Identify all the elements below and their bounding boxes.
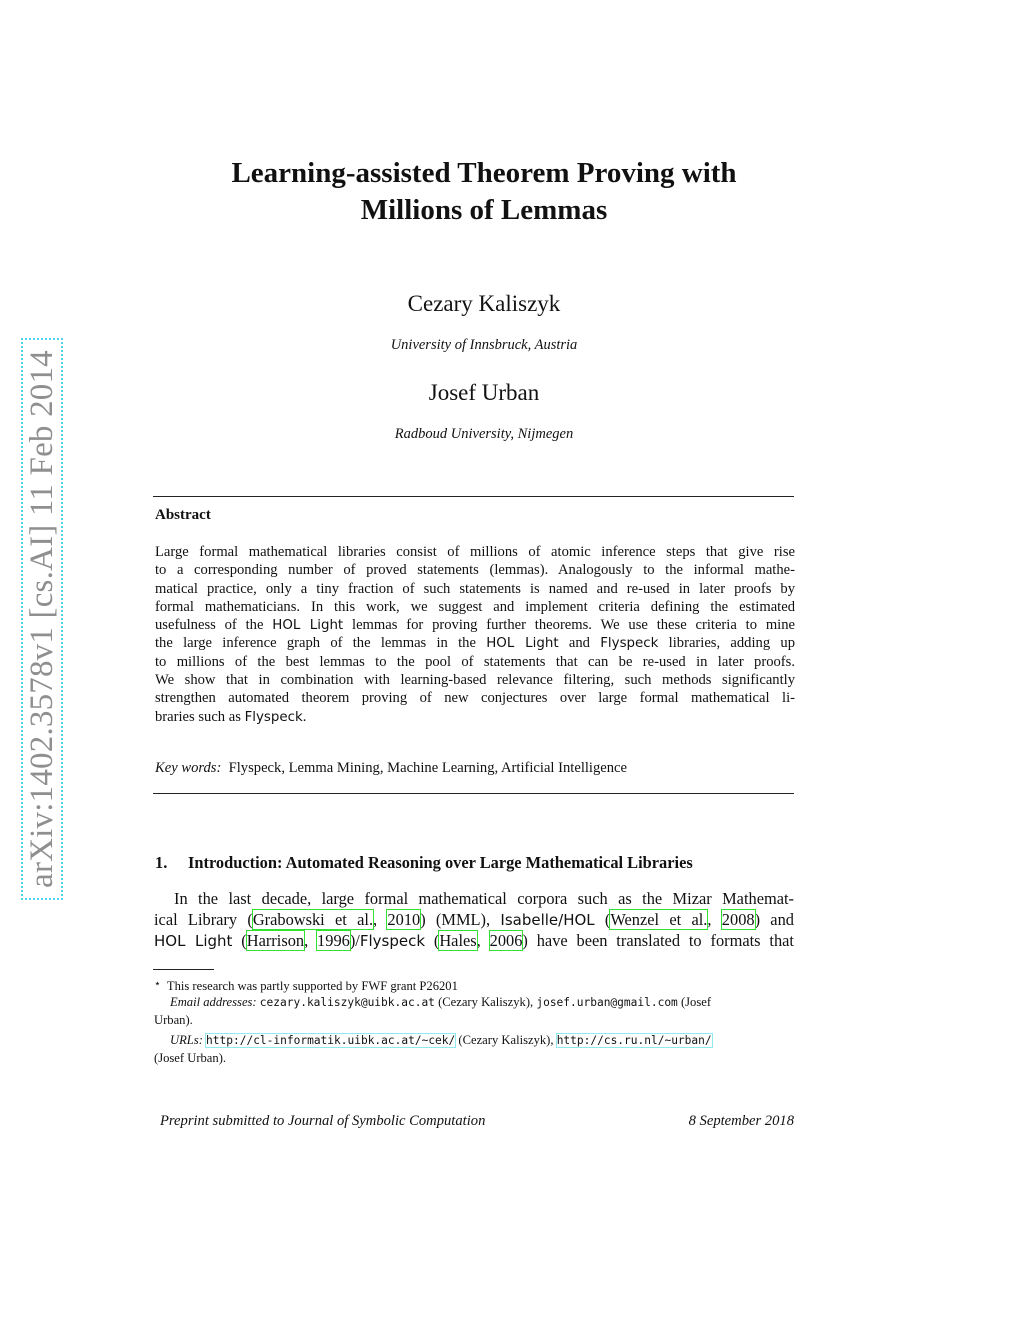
intro-paragraph [154, 888, 794, 951]
system-name-isabelle: Isabelle/HOL [500, 911, 595, 929]
footnote-urls-cont: (Josef Urban). [154, 1050, 227, 1065]
abstract-heading: Abstract [155, 507, 211, 523]
system-name-flyspeck: Flyspeck [359, 932, 426, 950]
abstract-line: braries such as Flyspeck. [155, 708, 307, 725]
system-name-hol-light: HOL Light [272, 618, 344, 634]
section-heading [155, 853, 693, 873]
footer-date: 8 September 2018 [688, 1113, 794, 1129]
keywords-label: Key words: [155, 760, 222, 776]
citation-link[interactable]: Hales [439, 931, 477, 950]
citation-link[interactable]: 2006 [489, 931, 523, 950]
abstract-line: the large inference graph of the lemmas in the HOL Light and Flyspeck libraries, adding up [155, 635, 795, 652]
intro-line: HOL Light (Harrison, 1996)/Flyspeck (Hales, 2006) have been translated to formats that [154, 931, 794, 950]
title-line-1: Learning-assisted Theorem Proving with [231, 157, 737, 189]
author-affiliation-1: University of Innsbruck, Austria [390, 337, 578, 353]
system-name-flyspeck: Flyspeck [244, 709, 303, 725]
section-number: 1. [155, 853, 168, 872]
intro-line: ical Library (Grabowski et al., 2010) (MML), Isabelle/HOL (Wenzel et al., 2008) and [154, 910, 794, 929]
citation-link[interactable]: Harrison [246, 931, 305, 950]
system-name-hol-light: HOL Light [486, 636, 559, 652]
footnote-grant: ⋆ This research was partly supported by FWF grant P26201 [154, 978, 458, 993]
title-line-2: Millions of Lemmas [360, 194, 608, 226]
system-name-flyspeck: Flyspeck [600, 636, 659, 652]
abstract-line: We show that in combination with learning-based relevance filtering, such methods significantly [155, 672, 795, 689]
abstract-line: matical practice, only a tiny fraction of such statements is named and re-used in later proofs by [155, 580, 795, 597]
footnote-rule [153, 969, 214, 970]
keywords-text: Flyspeck, Lemma Mining, Machine Learning, Artificial Intelligence [228, 760, 628, 776]
arxiv-stamp-label[interactable]: arXiv:1402.3578v1 [cs.AI] 11 Feb 2014 [24, 350, 60, 888]
abstract-body [155, 543, 795, 726]
abstract-line: usefulness of the HOL Light lemmas for proving further theorems. We use these criteria to mine [155, 617, 795, 634]
footnote-emails: Email addresses: cezary.kaliszyk@uibk.ac.at (Cezary Kaliszyk), josef.urban@gmail.com (Josef [170, 995, 712, 1010]
citation-link[interactable]: 2010 [387, 910, 421, 929]
citation-link[interactable]: Grabowski et al. [252, 910, 374, 929]
abstract-top-rule [153, 496, 794, 497]
citation-link[interactable]: 1996 [317, 931, 350, 950]
author-name-2: Josef Urban [428, 380, 540, 405]
email-link-kaliszyk[interactable]: cezary.kaliszyk@uibk.ac.at [259, 996, 435, 1010]
author-name-1: Cezary Kaliszyk [407, 291, 561, 316]
footer-preprint-note: Preprint submitted to Journal of Symbolic Computation [160, 1113, 486, 1129]
url-link-urban[interactable]: http://cs.ru.nl/~urban/ [556, 1034, 712, 1048]
citation-link[interactable]: 2008 [721, 910, 755, 929]
abstract-line: Large formal mathematical libraries consist of millions of atomic inference steps that give rise [155, 544, 795, 560]
footnote-star-icon: ⋆ [154, 978, 161, 990]
url-link-kaliszyk[interactable]: http://cl-informatik.uibk.ac.at/~cek/ [206, 1034, 456, 1048]
paper-title [150, 155, 818, 229]
section-title: Introduction: Automated Reasoning over Large Mathematical Libraries [188, 853, 693, 872]
keywords [155, 760, 627, 777]
author-affiliation-2: Radboud University, Nijmegen [394, 426, 574, 442]
footnote-emails-cont: Urban). [154, 1012, 193, 1027]
intro-line: In the last decade, large formal mathematical corpora such as the Mizar Mathemat- [174, 889, 794, 908]
system-name-hol-light: HOL Light [154, 932, 233, 950]
abstract-line: to millions of the best lemmas to the pool of statements that can be re-used in later proofs. [155, 653, 795, 670]
abstract-line: to a corresponding number of proved statements (lemmas). Analogously to the informal mathe- [155, 562, 795, 579]
footnotes [154, 976, 794, 1066]
citation-link[interactable]: Wenzel et al. [610, 910, 708, 929]
email-link-urban[interactable]: josef.urban@gmail.com [536, 996, 678, 1010]
abstract-line: formal mathematicians. In this work, we suggest and implement criteria defining the estimated [155, 598, 795, 615]
footnote-urls: URLs: http://cl-informatik.uibk.ac.at/~cek/ (Cezary Kaliszyk), http://cs.ru.nl/~urban/ [170, 1033, 712, 1048]
abstract-line: strengthen automated theorem proving of new conjectures over large formal mathematical li- [155, 690, 795, 707]
abstract-bottom-rule [153, 793, 794, 794]
